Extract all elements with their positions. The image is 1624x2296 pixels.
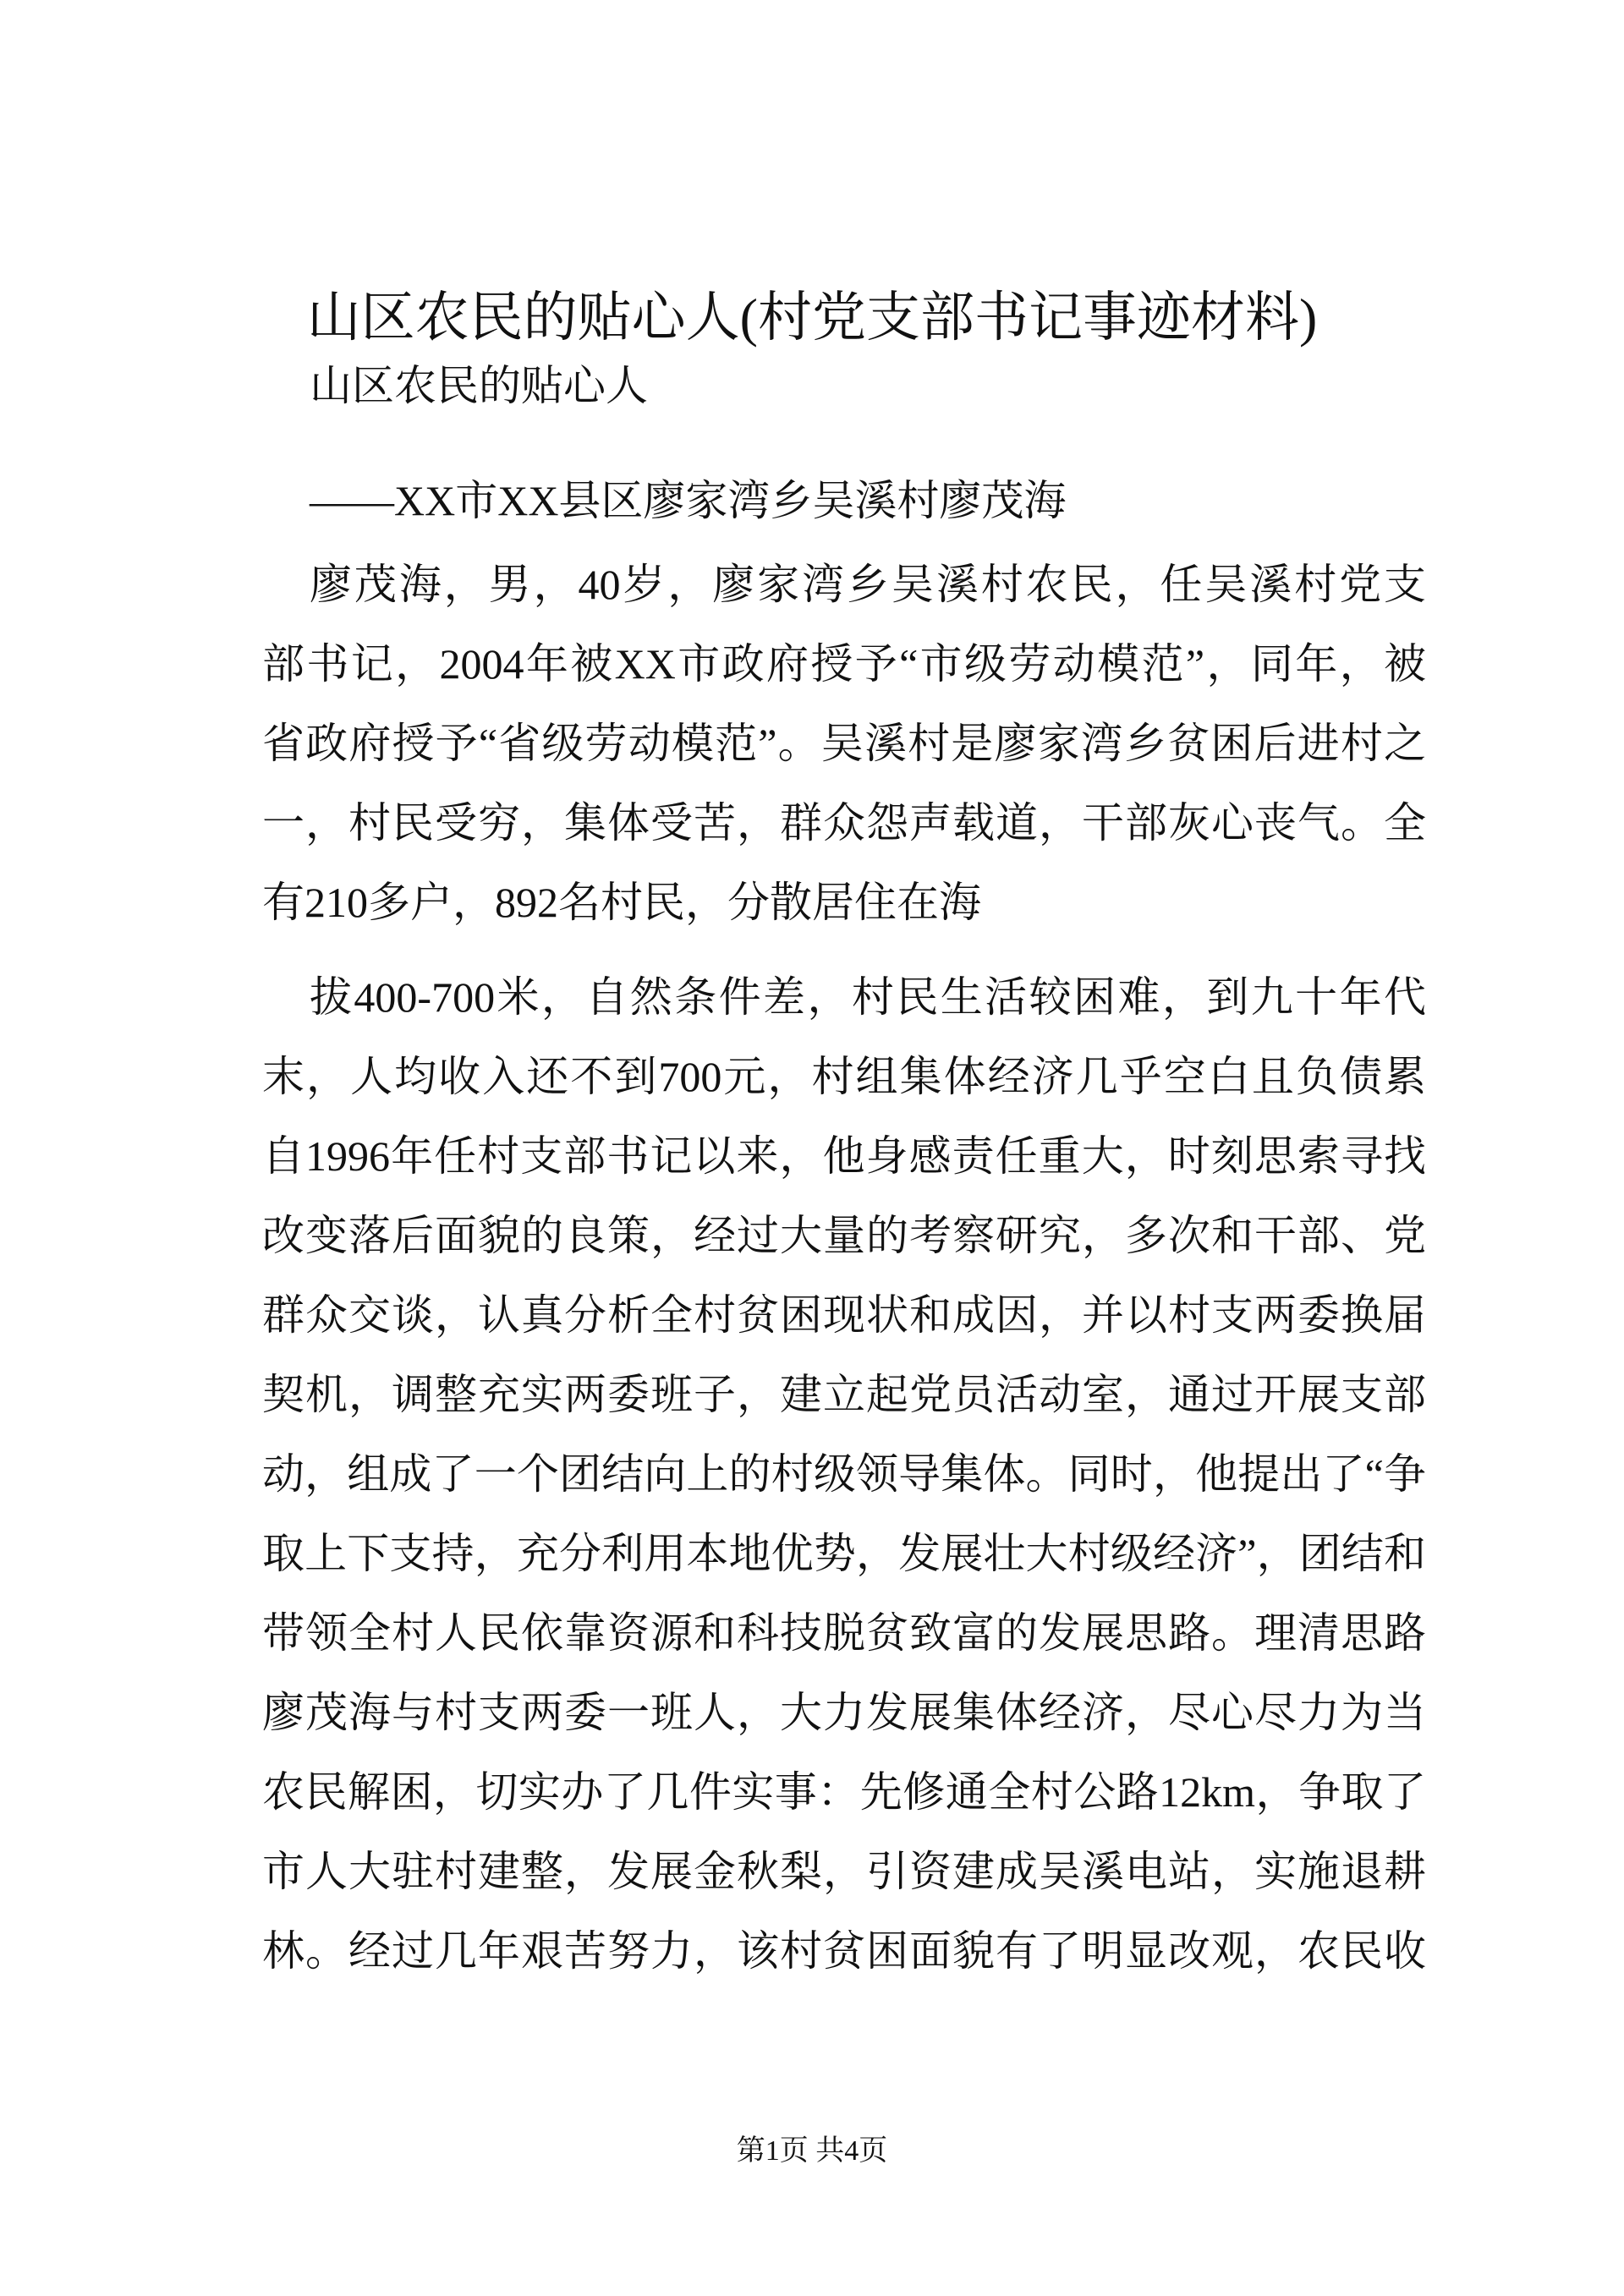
text-line: 部书记，2004年被XX市政府授予“市级劳动模范”，同年，被	[262, 640, 1426, 688]
paragraph-1	[262, 545, 1426, 942]
text-line: 自1996年任村支部书记以来，他身感责任重大，时刻思索寻找	[262, 1132, 1426, 1180]
text-line: 群众交谈，认真分析全村贫困现状和成因，并以村支两委换届	[262, 1291, 1426, 1339]
text-line: 市人大驻村建整，发展金秋梨，引资建成吴溪电站，实施退耕	[262, 1848, 1426, 1895]
text-line: 廖茂海，男，40岁，廖家湾乡吴溪村农民，任吴溪村党支	[310, 561, 1426, 608]
text-line: 农民解困，切实办了几件实事：先修通全村公路12km，争取了	[262, 1768, 1426, 1816]
subtitle: 山区农民的贴心人	[310, 362, 648, 409]
text-line: 拔400-700米，自然条件差，村民生活较困难，到九十年代	[310, 973, 1426, 1021]
text-line: 廖茂海与村支两委一班人，大力发展集体经济，尽心尽力为当	[262, 1689, 1426, 1736]
paragraph-2	[262, 957, 1426, 1991]
text-line: 改变落后面貌的良策，经过大量的考察研究，多次和干部、党	[262, 1212, 1426, 1259]
text-line: 契机，调整充实两委班子，建立起党员活动室，通过开展支部	[262, 1371, 1426, 1418]
header-block	[262, 346, 1426, 540]
text-line: 取上下支持，充分利用本地优势，发展壮大村级经济”，团结和	[262, 1530, 1426, 1577]
byline: ——XX市XX县区廖家湾乡吴溪村廖茂海	[310, 477, 1067, 524]
page-number: 第1页 共4页	[736, 2135, 888, 2167]
text-line: 动，组成了一个团结向上的村级领导集体。同时，他提出了“争	[262, 1450, 1426, 1498]
text-line: 末，人均收入还不到700元，村组集体经济几乎空白且负债累	[262, 1053, 1426, 1100]
text-line: 林。经过几年艰苦努力，该村贫困面貌有了明显改观，农民收	[262, 1927, 1426, 1975]
text-line: 一，村民受穷，集体受苦，群众怨声载道，干部灰心丧气。全	[262, 799, 1426, 847]
text-line: 带领全村人民依靠资源和科技脱贫致富的发展思路。理清思路	[262, 1609, 1426, 1657]
text-line: 有210多户，892名村民，分散居住在海	[262, 879, 981, 926]
text-line: 省政府授予“省级劳动模范”。吴溪村是廖家湾乡贫困后进村之	[262, 720, 1426, 767]
document-title: 山区农民的贴心人(村党支部书记事迹材料)	[306, 288, 1318, 348]
